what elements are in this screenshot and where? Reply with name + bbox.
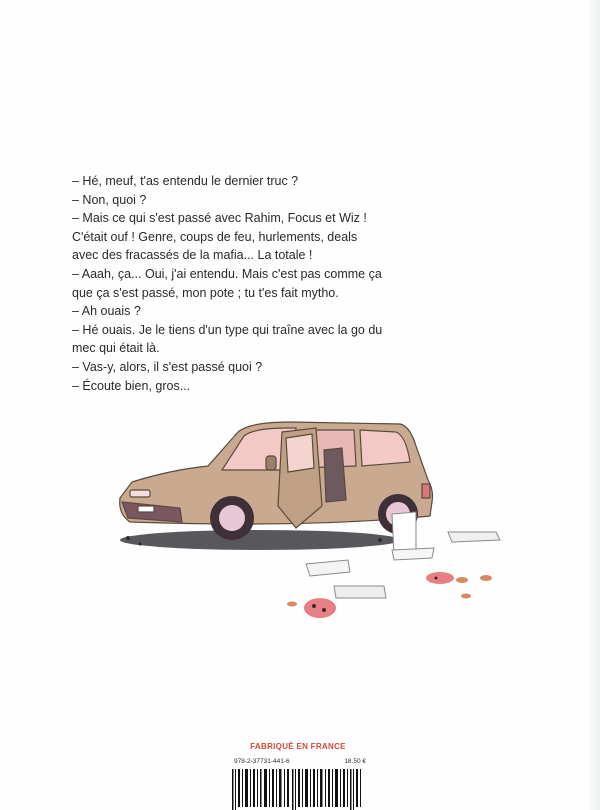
- pizza-slices: [287, 572, 492, 618]
- crust: [456, 577, 468, 583]
- price-label: 18.50 €: [344, 758, 366, 765]
- dialogue-line: avec des fracassés de la mafia... La totale !: [72, 248, 313, 263]
- dialogue-line: mec qui était là.: [72, 341, 160, 356]
- barcode-area: [228, 742, 368, 810]
- door-window: [286, 434, 314, 472]
- front-wheel-hub: [219, 505, 245, 531]
- dialogue-line: – Écoute bien, gros...: [72, 378, 191, 393]
- dialogue-line: – Hé, meuf, t'as entendu le dernier truc ?: [72, 174, 299, 188]
- dialogue-line: C'était ouf ! Genre, coups de feu, hurlements, deals: [72, 229, 358, 244]
- license-plate: [138, 506, 154, 512]
- dialogue-line: – Non, quoi ?: [72, 192, 147, 207]
- barcode: [232, 769, 364, 810]
- abandoned-car-illustration: [110, 410, 510, 625]
- pizza-box-upright: [392, 512, 416, 554]
- pizza-box: [306, 560, 350, 576]
- crust: [287, 602, 297, 607]
- isbn-number: 978-2-37731-441-6: [234, 758, 290, 765]
- pizza-box: [334, 586, 386, 598]
- dialogue-line: – Mais ce qui s'est passé avec Rahim, Focus et Wiz !: [72, 211, 367, 226]
- crust: [461, 594, 471, 599]
- side-mirror: [266, 456, 276, 470]
- car-seat: [324, 448, 346, 502]
- pizza-boxes: [306, 512, 500, 598]
- dialogue-line: – Aaah, ça... Oui, j'ai entendu. Mais c'est pas comme ça: [72, 266, 382, 281]
- headlight: [130, 490, 150, 497]
- made-in-france-label: FABRIQUÉ EN FRANCE: [250, 742, 346, 751]
- pizza-box: [392, 548, 434, 560]
- dialogue-line: – Ah ouais ?: [72, 304, 141, 319]
- pizza-box: [448, 532, 500, 542]
- page-edge: [586, 0, 600, 810]
- dialogue-line: – Vas-y, alors, il s'est passé quoi ?: [72, 359, 263, 374]
- dialogue-block: [72, 172, 412, 395]
- dialogue-line: – Hé ouais. Je le tiens d'un type qui traîne avec la go du: [72, 322, 383, 337]
- dialogue-line: que ça s'est passé, mon pote ; tu t'es fait mytho.: [72, 285, 339, 300]
- pizza: [426, 572, 454, 584]
- pizza: [304, 598, 336, 618]
- ground-shadow: [120, 530, 402, 550]
- crust: [480, 575, 492, 581]
- tail-light: [422, 484, 430, 498]
